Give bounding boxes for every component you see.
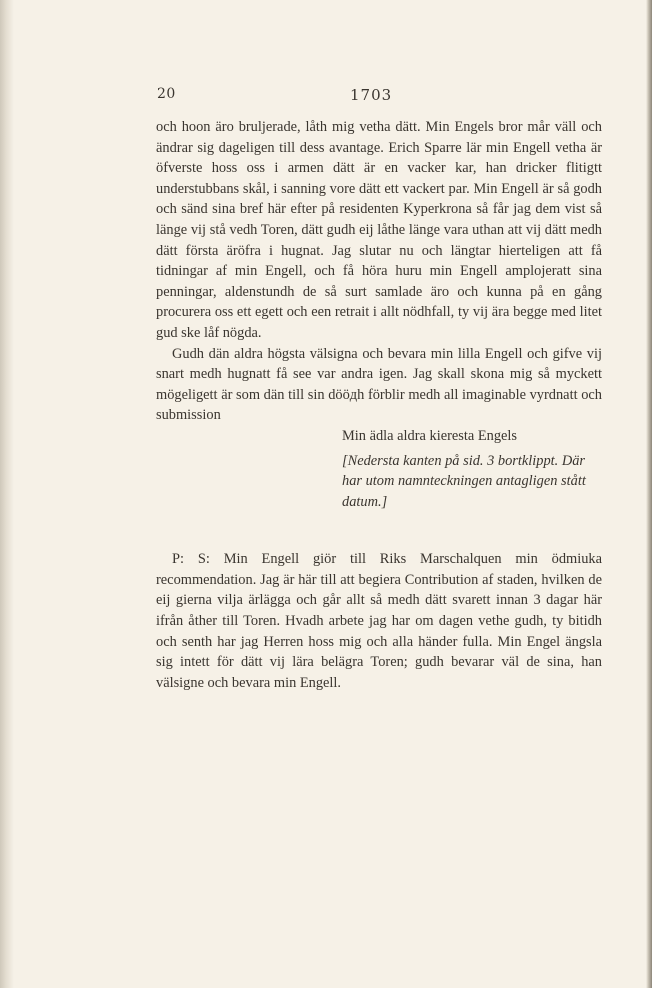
editor-note: [Nedersta kanten på sid. 3 bortklippt. Där har utom namnteckningen antagligen stått datum.] [342,452,586,510]
letter-body [156,117,602,693]
letter-postscript: P: S: Min Engell giör till Riks Marschalquen min ödmiuka recommendation. Jag är här till att begiera Contribution af staden, hvilken de eij gierna vilja ärlägga och går allt så medh dätt svarett innan 3 dagar här ifrån åther till Toren. Hvadh arbete jag har om dagen vethe gudh, ty bitidh och senth har jag Herren hoss mig och alla händer fulla. Min Engel ängsla sig intett för dätt vij lära belägra Toren; gudh bevarar väl de sina, han välsigne och bevara min Engell. [156,551,602,691]
page-number: 20 [157,86,176,102]
letter-paragraph-1: och hoon äro bruljerade, låth mig vetha dätt. Min Engels bror mår väll och ändrar sig dageligen till dess avantage. Erich Sparre lär min Engell vetha är öfverste hoss oss i armen dätt är en vacker kar, han dricker flitigtt understubbans skål, i sanning vore dätt ett vackert par. Min Engell är så godh och sänd sina bref här efter på residenten Kyperkrona så får jag dem vist så länge vij stå vedh Toren, dätt gudh eij låthe länge vara uthan att vij dätt medh dätt första äröfra i hugnat. Jag slutar nu och längtar hierteligen att få tidningar af min Engell, och få höra huru min Engell amplojeratt sina penningar, aldenstundh de så surt samlade äro och kunna på en gång procurera oss ett egett och een retrait i allt nödhfall, ty vij ära begge med litet gud ske låf nögda. [156,119,602,341]
letter-paragraph-2: Gudh dän aldra högsta välsigna och bevara min lilla Engell och gifve vij snart medh hugnatt få see var andra igen. Jag skall skona mig så myckett mögeligett är som dän till sin dööдh förblir medh all imaginable vyrdnatt och submission [156,345,602,424]
page-left-edge-shadow [0,0,14,988]
letter-signature: Min ädla aldra kieresta Engels [342,427,518,444]
page-right-edge-shadow [646,0,652,988]
running-head-year: 1703 [350,86,393,104]
